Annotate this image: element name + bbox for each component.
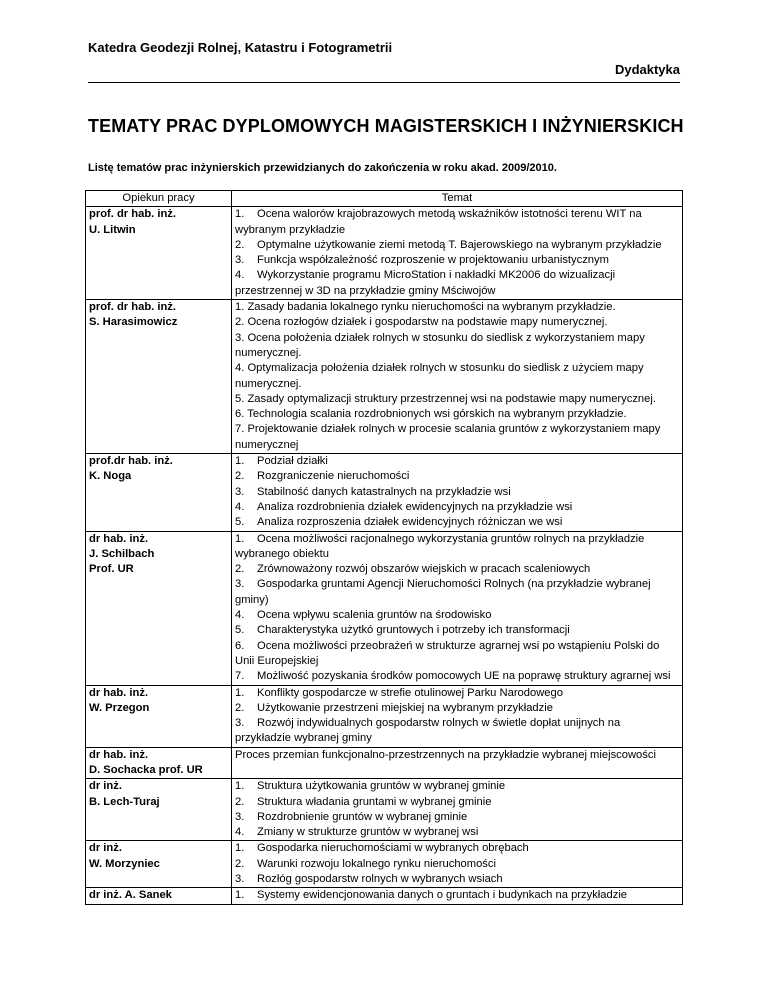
topic-text: Analiza rozproszenia działek ewidencyjnych różniczan we wsi bbox=[257, 516, 563, 529]
topics-cell bbox=[232, 779, 683, 841]
topic-number: 4. bbox=[235, 826, 245, 839]
topic-text: Ocena rozłogów działek i gospodarstw na podstawie mapy numerycznej. bbox=[247, 316, 608, 329]
topic-number: 1. bbox=[235, 842, 245, 855]
topic-item bbox=[235, 268, 679, 299]
topic-item bbox=[235, 669, 679, 684]
topic-text: Technologia scalania rozdrobnionych wsi górskich na wybranym przykładzie. bbox=[247, 408, 627, 421]
topic-text: Ocena możliwości racjonalnego wykorzystania gruntów rolnych na przykładzie wybranego obiektu bbox=[235, 532, 645, 560]
supervisor-line: dr hab. inż. bbox=[89, 532, 149, 545]
supervisor-cell bbox=[86, 747, 232, 779]
topics-cell bbox=[232, 841, 683, 888]
table-row bbox=[86, 300, 683, 454]
supervisor-cell bbox=[86, 531, 232, 685]
topic-number: 3. bbox=[235, 810, 245, 823]
topic-item bbox=[235, 825, 679, 840]
topic-text: Charakterystyka użytkó gruntowych i potrzeby ich transformacji bbox=[257, 624, 570, 637]
topic-number: 6. bbox=[235, 639, 245, 652]
topic-number: 6. bbox=[235, 408, 245, 421]
topics-cell bbox=[232, 207, 683, 300]
header-rule bbox=[88, 82, 680, 83]
topic-item bbox=[235, 392, 679, 407]
supervisor-line: W. Morzyniec bbox=[89, 857, 160, 870]
topic-item bbox=[235, 407, 679, 422]
table-row bbox=[86, 747, 683, 779]
topic-text: Proces przemian funkcjonalno-przestrzennych na przykładzie wybranej miejscowości bbox=[235, 748, 656, 761]
topic-number: 4. bbox=[235, 609, 245, 622]
topics-cell bbox=[232, 454, 683, 531]
table-body bbox=[86, 207, 683, 904]
topic-item bbox=[235, 716, 679, 747]
topics-table bbox=[85, 190, 683, 905]
topic-text: Ocena wpływu scalenia gruntów na środowisko bbox=[257, 609, 492, 622]
topic-item bbox=[235, 841, 679, 856]
supervisor-column-header: Opiekun pracy bbox=[86, 191, 232, 207]
topic-column-header: Temat bbox=[232, 191, 683, 207]
supervisor-line: Prof. UR bbox=[89, 563, 134, 576]
topic-item bbox=[235, 300, 679, 315]
topic-number: 2. bbox=[235, 563, 245, 576]
topic-text: Zasady badania lokalnego rynku nieruchomości na wybranym przykładzie. bbox=[247, 301, 616, 314]
topic-item bbox=[235, 515, 679, 530]
topic-item bbox=[235, 872, 679, 887]
topic-item bbox=[235, 253, 679, 268]
supervisor-line: dr inż. bbox=[89, 842, 122, 855]
topic-item bbox=[235, 810, 679, 825]
topic-text: Projektowanie działek rolnych w procesie scalania gruntów z wykorzystaniem mapy numerycznej bbox=[235, 423, 661, 451]
topic-text: Gospodarka gruntami Agencji Nieruchomości Rolnych (na przykładzie wybranej gminy) bbox=[235, 578, 651, 606]
topic-text: Ocena możliwości przeobrażeń w strukturze agrarnej wsi po wstąpieniu Polski do Unii Europejskiej bbox=[235, 639, 660, 667]
supervisor-line: dr inż. bbox=[89, 780, 122, 793]
topic-number: 1. bbox=[235, 301, 245, 314]
table-row bbox=[86, 888, 683, 904]
topic-number: 3. bbox=[235, 331, 245, 344]
table-row bbox=[86, 841, 683, 888]
topic-text: Użytkowanie przestrzeni miejskiej na wybranym przykładzie bbox=[257, 701, 553, 714]
topic-item bbox=[235, 469, 679, 484]
topic-text: Konflikty gospodarcze w strefie otulinowej Parku Narodowego bbox=[257, 686, 563, 699]
topic-item bbox=[235, 562, 679, 577]
supervisor-cell bbox=[86, 207, 232, 300]
topic-number: 5. bbox=[235, 624, 245, 637]
topic-number: 4. bbox=[235, 269, 245, 282]
topic-number: 3. bbox=[235, 578, 245, 591]
supervisor-line: U. Litwin bbox=[89, 223, 136, 236]
topic-number: 5. bbox=[235, 516, 245, 529]
table-row bbox=[86, 207, 683, 300]
topic-text: Zasady optymalizacji struktury przestrzennej wsi na podstawie mapy numerycznej. bbox=[247, 392, 656, 405]
topic-text: Optymalne użytkowanie ziemi metodą T. Bajerowskiego na wybranym przykładzie bbox=[257, 238, 662, 251]
topic-number: 2. bbox=[235, 857, 245, 870]
topics-cell bbox=[232, 747, 683, 779]
topic-text: Struktura władania gruntami w wybranej gminie bbox=[257, 795, 492, 808]
table-row bbox=[86, 531, 683, 685]
topic-text: Zrównoważony rozwój obszarów wiejskich w pracach scaleniowych bbox=[257, 563, 591, 576]
topic-item bbox=[235, 577, 679, 608]
supervisor-line: prof.dr hab. inż. bbox=[89, 455, 173, 468]
topic-number: 1. bbox=[235, 686, 245, 699]
topic-text: Gospodarka nieruchomościami w wybranych obrębach bbox=[257, 842, 529, 855]
topic-text: Optymalizacja położenia działek rolnych w stosunku do siedlisk z użyciem mapy numerycznej. bbox=[235, 362, 644, 390]
topic-text: Rozwój indywidualnych gospodarstw rolnych w świetle dopłat unijnych na przykładzie wybranej gminy bbox=[235, 717, 621, 745]
topic-number: 2. bbox=[235, 795, 245, 808]
document-subtitle: Listę tematów prac inżynierskich przewidzianych do zakończenia w roku akad. 2009/2010. bbox=[88, 162, 557, 174]
topic-text: Zmiany w strukturze gruntów w wybranej wsi bbox=[257, 826, 479, 839]
topics-cell bbox=[232, 685, 683, 747]
topic-item bbox=[235, 748, 679, 763]
topics-cell bbox=[232, 531, 683, 685]
supervisor-line: prof. dr hab. inż. bbox=[89, 301, 177, 314]
topic-item bbox=[235, 795, 679, 810]
topic-number: 1. bbox=[235, 208, 245, 221]
topic-item bbox=[235, 857, 679, 872]
topic-number: 3. bbox=[235, 717, 245, 730]
topic-text: Warunki rozwoju lokalnego rynku nieruchomości bbox=[257, 857, 496, 870]
supervisor-cell bbox=[86, 685, 232, 747]
supervisor-line: B. Lech-Turaj bbox=[89, 795, 160, 808]
topic-text: Analiza rozdrobnienia działek ewidencyjnych na przykładzie wsi bbox=[257, 500, 573, 513]
topic-number: 4. bbox=[235, 500, 245, 513]
topic-text: Podział działki bbox=[257, 455, 328, 468]
topic-number: 1. bbox=[235, 780, 245, 793]
topic-number: 2. bbox=[235, 470, 245, 483]
supervisor-line: dr hab. inż. bbox=[89, 686, 149, 699]
supervisor-line: J. Schilbach bbox=[89, 547, 155, 560]
supervisor-cell bbox=[86, 779, 232, 841]
topic-number: 3. bbox=[235, 254, 245, 267]
supervisor-line: S. Harasimowicz bbox=[89, 316, 178, 329]
topic-item bbox=[235, 207, 679, 238]
department-header: Katedra Geodezji Rolnej, Katastru i Fotogrametrii bbox=[88, 40, 393, 55]
topic-item bbox=[235, 500, 679, 515]
table-row bbox=[86, 685, 683, 747]
topic-item bbox=[235, 608, 679, 623]
topic-text: Ocena walorów krajobrazowych metodą wskaźników istotności terenu WIT na wybranym przykładzie bbox=[235, 208, 642, 236]
supervisor-line: dr inż. A. Sanek bbox=[89, 889, 172, 902]
topic-text: Możliwość pozyskania środków pomocowych UE na poprawę struktury agrarnej wsi bbox=[257, 670, 671, 683]
topic-item bbox=[235, 361, 679, 392]
document-title: TEMATY PRAC DYPLOMOWYCH MAGISTERSKICH I INŻYNIERSKICH bbox=[88, 116, 684, 136]
topic-text: Systemy ewidencjonowania danych o gruntach i budynkach na przykładzie bbox=[257, 889, 628, 902]
supervisor-cell bbox=[86, 888, 232, 904]
topic-item bbox=[235, 315, 679, 330]
topic-text: Ocena położenia działek rolnych w stosunku do siedlisk z wykorzystaniem mapy numerycznej. bbox=[235, 331, 645, 359]
topic-item bbox=[235, 485, 679, 500]
topic-text: Funkcja współzależność rozproszenie w projektowaniu urbanistycznym bbox=[257, 254, 609, 267]
topic-text: Rozłóg gospodarstw rolnych w wybranych wsiach bbox=[257, 873, 503, 886]
topic-item bbox=[235, 686, 679, 701]
supervisor-line: D. Sochacka prof. UR bbox=[89, 763, 203, 776]
topic-number: 1. bbox=[235, 532, 245, 545]
topic-item bbox=[235, 422, 679, 453]
table-row bbox=[86, 454, 683, 531]
topic-item bbox=[235, 532, 679, 563]
topic-item bbox=[235, 238, 679, 253]
topic-number: 4. bbox=[235, 362, 245, 375]
supervisor-line: prof. dr hab. inż. bbox=[89, 208, 177, 221]
topic-number: 5. bbox=[235, 392, 245, 405]
topic-item bbox=[235, 454, 679, 469]
topic-number: 2. bbox=[235, 316, 245, 329]
topic-number: 2. bbox=[235, 238, 245, 251]
topic-text: Stabilność danych katastralnych na przykładzie wsi bbox=[257, 485, 511, 498]
supervisor-line: K. Noga bbox=[89, 470, 132, 483]
topic-number: 2. bbox=[235, 701, 245, 714]
topics-cell bbox=[232, 300, 683, 454]
topic-number: 7. bbox=[235, 423, 245, 436]
supervisor-cell bbox=[86, 841, 232, 888]
topic-text: Wykorzystanie programu MicroStation i nakładki MK2006 do wizualizacji przestrzennej w 3D na przykładzie gminy Mściwojów bbox=[235, 269, 616, 297]
section-header: Dydaktyka bbox=[614, 62, 680, 77]
supervisor-cell bbox=[86, 300, 232, 454]
topic-text: Struktura użytkowania gruntów w wybranej gminie bbox=[257, 780, 506, 793]
table-header-row bbox=[86, 191, 683, 207]
topic-item bbox=[235, 623, 679, 638]
topic-item bbox=[235, 701, 679, 716]
supervisor-line: dr hab. inż. bbox=[89, 748, 149, 761]
topics-cell bbox=[232, 888, 683, 904]
topic-number: 1. bbox=[235, 455, 245, 468]
topic-item bbox=[235, 888, 679, 903]
topic-number: 7. bbox=[235, 670, 245, 683]
topic-number: 3. bbox=[235, 485, 245, 498]
table-row bbox=[86, 779, 683, 841]
topic-text: Rozgraniczenie nieruchomości bbox=[257, 470, 410, 483]
topic-item bbox=[235, 331, 679, 362]
topic-number: 3. bbox=[235, 873, 245, 886]
supervisor-line: W. Przegon bbox=[89, 701, 150, 714]
topic-text: Rozdrobnienie gruntów w wybranej gminie bbox=[257, 810, 468, 823]
topic-item bbox=[235, 779, 679, 794]
topic-item bbox=[235, 639, 679, 670]
topic-number: 1. bbox=[235, 889, 245, 902]
supervisor-cell bbox=[86, 454, 232, 531]
